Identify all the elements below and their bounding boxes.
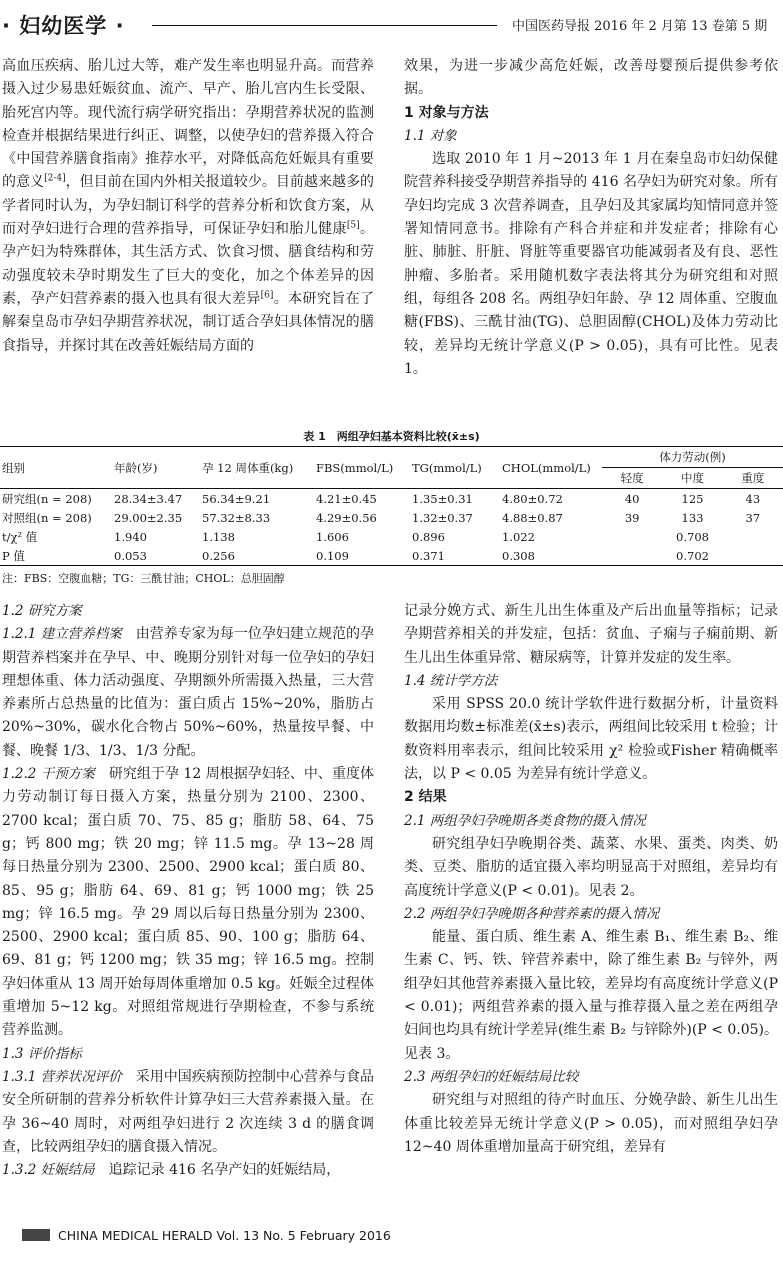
table-cell: 0.308: [500, 546, 602, 566]
section-2-1-text: 研究组孕妇孕晚期谷类、蔬菜、水果、蛋类、肉类、奶类、豆类、脂肪的适宜摄入率均明显高于对照组，差异均有高度统计学意义(P < 0.01)。见表 2。: [404, 835, 778, 899]
section-2-2-text: 能量、蛋白质、维生素 A、维生素 B₁、维生素 B₂、维生素 C、钙、铁、锌营养素中，除了维生素 B₂ 与锌外，两组孕妇其他营养素摄入量比较，差异均有高度统计学意义(P < 0.01)；两组营养素的摄入量与推荐摄入量之差在两组孕妇间也均具有统计学差异(维生素 B₂ 与锌除外)(P < 0.05)。见表 3。: [404, 929, 778, 1062]
col-header-light: 轻度: [602, 468, 662, 489]
table-cell: 1.35±0.31: [412, 491, 473, 506]
table-caption: 表 1 两组孕妇基本资料比较(x̄±s): [303, 430, 480, 443]
section-2-heading: 2 结果: [404, 789, 447, 806]
section-1-3-2-heading: 1.3.2 妊娠结局: [2, 1162, 95, 1179]
section-1-2-1-text: 由营养专家为每一位孕妇建立规范的孕期营养档案并在孕早、中、晚期分别针对每一位孕妇的孕妇理想体重、体力活动强度、孕期额外所需摄入热量，三大营养素所占总热量的比值为：蛋白质占 15%~20%，脂肪占 20%~30%，碳水化合物占 50%~60%，热量按早餐、中餐、晚餐 1/3、1/3、1/3 分配。: [2, 626, 374, 759]
table-cell: 133: [681, 510, 704, 525]
table-cell: P 值: [0, 546, 112, 566]
baseline-table: [0, 446, 783, 566]
intro-right-column: [404, 55, 778, 381]
col-header-tg: TG(mmol/L): [410, 447, 500, 489]
journal-info: 中国医药导报 2016 年 2 月第 13 卷第 5 期: [512, 19, 768, 34]
footer-text: CHINA MEDICAL HERALD Vol. 13 No. 5 February 2016: [58, 1228, 391, 1243]
table-row: [0, 546, 783, 566]
intro-text-d: 。本研究旨在了解秦皇岛市孕妇孕期营养状况，制订适合孕妇具体情况的膳食指导，并探讨其在改善妊娠结局方面的: [2, 290, 375, 354]
col-header-labor: 体力劳动(例): [602, 447, 783, 468]
intro-text-c: 。孕产妇为特殊群体，其生活方式、饮食习惯、膳食结构和劳动强度较未孕时期发生了巨大的变化，加之个体差异的因素，孕产妇营养素的摄入也具有很大差异: [2, 221, 375, 307]
table-cell: 1.138: [202, 529, 235, 544]
intro-right-paragraph: 效果，为进一步减少高危妊娠，改善母婴预后提供参考依据。: [404, 58, 778, 98]
section-1-3-1-heading: 1.3.1 营养状况评价: [2, 1068, 122, 1085]
table-cell: t/χ² 值: [2, 529, 38, 544]
table-cell: 1.022: [502, 529, 535, 544]
col-header-chol: CHOL(mmol/L): [500, 447, 602, 489]
table-cell: 4.80±0.72: [502, 491, 563, 506]
table-cell: 0.109: [314, 546, 410, 566]
table-cell: 4.29±0.56: [316, 510, 377, 525]
table-cell: 125: [681, 491, 704, 506]
table-cell: 0.896: [412, 529, 445, 544]
table-cell: 29.00±2.35: [114, 510, 183, 525]
methods-left-column: [2, 600, 374, 1182]
intro-paragraph: [2, 55, 374, 358]
table-cell: 0.702: [602, 546, 783, 566]
section-1-3-1-paragraph: [2, 1066, 374, 1159]
footer-marker: [22, 1229, 50, 1241]
section-1-2-heading: 1.2 研究方案: [2, 603, 82, 619]
table-cell: 对照组(n = 208): [2, 510, 92, 525]
table-1: [0, 428, 783, 586]
section-1-2-2-text: 研究组于孕 12 周根据孕妇轻、中、重度体力劳动制订每日摄入方案，热量分别为 2100、2300、2700 kcal；蛋白质 70、75、85 g；脂肪 58、64、75 g；钙 800 mg；铁 20 mg；锌 11.5 mg。孕 13~28 周每日热量分别为 2300、2500、2900 kcal；蛋白质 80、85、95 g；脂肪 64、69、81 g；钙 1000 mg；铁 25 mg；锌 16.5 mg。孕 29 周以后每日热量分别为 2300、2500、2900 kcal；蛋白质 85、90、100 g；脂肪 64、69、81 g；钙 1200 mg；铁 35 mg；锌 16.5 mg。控制孕妇体重从 13 周开始每周体重增加 0.5 kg。妊娠全过程体重增加 5~12 kg。对照组常规进行孕期检查，不参与系统营养监测。: [2, 766, 374, 1039]
section-2-3-heading: 2.3 两组孕妇的妊娠结局比较: [404, 1068, 579, 1085]
section-1-3-heading: 1.3 评价指标: [2, 1045, 82, 1062]
section-1-3-1-text: 采用中国疾病预防控制中心营养与食品安全所研制的营养分析软件计算孕妇三大营养素摄入量。在孕 36~40 周时，对两组孕妇进行 2 次连续 3 d 的膳食调查，比较两组孕妇的膳食摄入情况。: [2, 1068, 374, 1155]
ref-2-4: [2-4]: [44, 173, 66, 184]
col-header-fbs: FBS(mmol/L): [314, 447, 410, 489]
table-cell: 0.708: [676, 529, 709, 544]
section-label: · 妇幼医学 ·: [2, 14, 125, 38]
section-1-4-heading: 1.4 统计学方法: [404, 672, 498, 689]
intro-left-column: [2, 55, 374, 358]
section-1-heading: 1 对象与方法: [404, 104, 489, 121]
table-cell: 1.32±0.37: [412, 510, 473, 525]
col-header-heavy: 重度: [723, 468, 783, 489]
table-cell: 57.32±8.33: [202, 510, 271, 525]
col-header-group: 组别: [0, 447, 112, 489]
section-1-4-text: 采用 SPSS 20.0 统计学软件进行数据分析，计量资料数据用均数±标准差(x̄±s)表示，两组间比较采用 t 检验；计数资料用率表示，组间比较采用 χ² 检验或Fisher 精确概率法，以 P < 0.05 为差异有统计学意义。: [404, 696, 778, 783]
section-1-3-2-text: 追踪记录 416 名孕产妇的妊娠结局，: [108, 1162, 341, 1179]
table-cell: 37: [745, 510, 761, 525]
table-note: 注：FBS：空腹血糖；TG：三酰甘油；CHOL：总胆固醇: [2, 572, 285, 585]
col-header-age: 年龄(岁): [112, 447, 200, 489]
table-cell: 43: [745, 491, 761, 506]
table-cell: 39: [624, 510, 640, 525]
table-row: [0, 527, 783, 546]
results-right-column: [404, 600, 778, 1159]
section-1-3-2-paragraph: [2, 1159, 374, 1182]
table-row: [0, 489, 783, 509]
section-2-3-text: 研究组与对照组的待产时血压、分娩孕龄、新生儿出生体重比较差异无统计学意义(P > 0.05)，而对照组孕妇孕 12~40 周体重增加量高于研究组，差异有: [404, 1092, 778, 1155]
section-1-1-text: 选取 2010 年 1 月~2013 年 1 月在秦皇岛市妇幼保健院营养科接受孕期营养指导的 416 名孕妇为研究对象。所有孕妇均完成 3 次营养调查，且孕妇及其家属均知情同意并签署知情同意书。排除有产科合并症和并发症者；排除有心脏、肺脏、肝脏、肾脏等重要器官功能减弱者及有良、恶性肿瘤、多胎者。采用随机数字表法将其分为研究组和对照组，每组各 208 名。两组孕妇年龄、孕 12 周体重、空腹血糖(FBS)、三酰甘油(TG)、总胆固醇(CHOL)及体力劳动比较，差异均无统计学意义(P > 0.05)，具有可比性。见表 1。: [404, 151, 778, 377]
section-2-2-heading: 2.2 两组孕妇孕晚期各种营养素的摄入情况: [404, 905, 660, 922]
intro-text-a: 高血压疾病、胎儿过大等，难产发生率也明显升高。而营养摄入过少易患妊娠贫血、流产、早产、胎儿宫内生长受限、胎死宫内等。现代流行病学研究指出：孕期营养状况的监测检查并根据结果进行纠正、调整，以使孕妇的营养摄入符合《中国营养膳食指南》推荐水平，对降低高危妊娠具有重要的意义: [2, 58, 374, 191]
page-header: [0, 10, 783, 40]
table-cell: 研究组(n = 208): [2, 491, 92, 506]
table-cell: 1.940: [114, 529, 147, 544]
table-cell: 0.053: [112, 546, 200, 566]
intro-text-b: ，但目前在国内外相关报道较少。目前越来越多的学者同时认为，为孕妇制订科学的营养分析和饮食方案，从而对孕妇进行合理的营养指导，可保证孕妇和胎儿健康: [2, 174, 375, 238]
table-cell: 40: [624, 491, 640, 506]
section-1-1-heading: 1.1 对象: [404, 127, 457, 144]
ref-5: [5]: [346, 220, 360, 231]
header-rule: [152, 25, 497, 26]
table-cell: 4.21±0.45: [316, 491, 377, 506]
table-cell: 28.34±3.47: [114, 491, 183, 506]
section-1-2-1-paragraph: [2, 623, 374, 763]
col-header-weight: 孕 12 周体重(kg): [200, 447, 314, 489]
section-1-2-2-paragraph: [2, 763, 374, 1043]
table-cell: 1.606: [316, 529, 349, 544]
outcome-record-text: 记录分娩方式、新生儿出生体重及产后出血量等指标；记录孕期营养相关的并发症，包括：贫血、子痫与子痫前期、新生儿出生体重异常、糖尿病等，计算并发症的发生率。: [404, 603, 778, 666]
table-cell: 4.88±0.87: [502, 510, 563, 525]
col-header-moderate: 中度: [662, 468, 722, 489]
section-2-1-heading: 2.1 两组孕妇孕晚期各类食物的摄入情况: [404, 812, 646, 829]
table-cell: 56.34±9.21: [202, 491, 271, 506]
table-row: [0, 508, 783, 527]
ref-6: [6]: [260, 290, 274, 301]
section-1-2-1-heading: 1.2.1 建立营养档案: [2, 626, 122, 643]
section-1-2-2-heading: 1.2.2 干预方案: [2, 766, 95, 783]
table-cell: 0.371: [410, 546, 500, 566]
table-cell: 0.256: [200, 546, 314, 566]
page-footer: [22, 1228, 391, 1243]
